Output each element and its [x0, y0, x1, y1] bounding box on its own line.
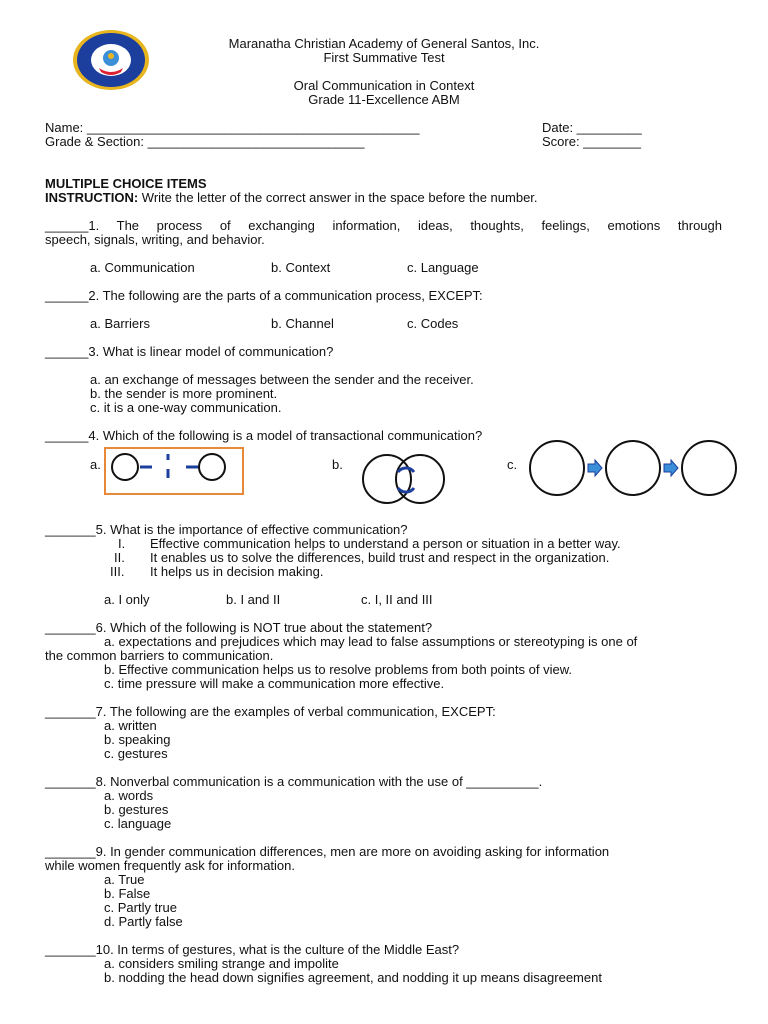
subject-title: Oral Communication in Context	[293, 78, 475, 93]
q10-option-b: b. nodding the head down signifies agreement, and nodding it up means disagreement	[104, 970, 602, 985]
q9-option-a: a. True	[104, 872, 145, 887]
name-field[interactable]: Name: ______________________________________________	[45, 120, 420, 135]
q2-stem: ______2. The following are the parts of a communication process, EXCEPT:	[45, 288, 483, 303]
q8-option-a: a. words	[104, 788, 154, 803]
q5-item-iii-num: III.	[110, 564, 125, 579]
q4-option-c-diagram	[527, 440, 741, 496]
q1-stem-line1: ______1. The process of exchanging information, ideas, thoughts, feelings, emotions through	[45, 218, 722, 233]
q2-option-c: c. Codes	[407, 316, 459, 331]
q3-stem: ______3. What is linear model of communication?	[45, 344, 334, 359]
q5-option-b: b. I and II	[226, 592, 281, 607]
grade-section-field[interactable]: Grade & Section: ______________________________	[45, 134, 365, 149]
q9-stem-line1: _______9. In gender communication differences, men are more on avoiding asking for information	[45, 844, 610, 859]
q1-stem-line2: speech, signals, writing, and behavior.	[45, 232, 265, 247]
q4-option-b-label: b.	[332, 457, 343, 472]
q5-item-ii-num: II.	[114, 550, 125, 565]
q7-option-a: a. written	[104, 718, 157, 733]
q7-stem: _______7. The following are the examples of verbal communication, EXCEPT:	[45, 704, 496, 719]
q3-option-a: a. an exchange of messages between the sender and the receiver.	[90, 372, 474, 387]
q9-option-d: d. Partly false	[104, 914, 183, 929]
section-title: MULTIPLE CHOICE ITEMS	[45, 176, 207, 191]
q2-option-b: b. Channel	[271, 316, 334, 331]
q8-stem: _______8. Nonverbal communication is a communication with the use of __________.	[45, 774, 543, 789]
q10-stem: _______10. In terms of gestures, what is the culture of the Middle East?	[45, 942, 460, 957]
q5-item-i: Effective communication helps to understand a person or situation in a better way.	[150, 536, 621, 551]
q7-option-b: b. speaking	[104, 732, 171, 747]
q4-option-a-diagram	[104, 447, 244, 495]
q4-option-b-diagram	[354, 454, 464, 504]
score-field[interactable]: Score: ________	[542, 134, 642, 149]
q5-item-ii: It enables us to solve the differences, build trust and respect in the organization.	[150, 550, 610, 565]
q5-option-c: c. I, II and III	[361, 592, 433, 607]
q3-option-c: c. it is a one-way communication.	[90, 400, 282, 415]
q9-option-c: c. Partly true	[104, 900, 177, 915]
q5-item-i-num: I.	[118, 536, 126, 551]
q1-option-a: a. Communication	[90, 260, 195, 275]
q4-option-a-label: a.	[90, 457, 101, 472]
test-title: First Summative Test	[323, 50, 445, 65]
q4-stem: ______4. Which of the following is a model of transactional communication?	[45, 428, 483, 443]
instruction	[45, 191, 538, 205]
q1-option-c: c. Language	[407, 260, 479, 275]
date-field[interactable]: Date: _________	[542, 120, 642, 135]
grade-title: Grade 11-Excellence ABM	[308, 92, 460, 107]
q10-option-a: a. considers smiling strange and impolite	[104, 956, 339, 971]
q2-option-a: a. Barriers	[90, 316, 150, 331]
q7-option-c: c. gestures	[104, 746, 168, 761]
q9-stem-line2: while women frequently ask for information.	[45, 858, 296, 873]
q8-option-b: b. gestures	[104, 802, 169, 817]
school-name: Maranatha Christian Academy of General Santos, Inc.	[228, 36, 540, 51]
q6-stem: _______6. Which of the following is NOT true about the statement?	[45, 620, 433, 635]
q8-option-c: c. language	[104, 816, 172, 831]
q5-option-a: a. I only	[104, 592, 150, 607]
q9-option-b: b. False	[104, 886, 151, 901]
q1-option-b: b. Context	[271, 260, 331, 275]
q4-option-c-label: c.	[507, 457, 518, 472]
q6-option-a-line2: the common barriers to communication.	[45, 648, 274, 663]
q6-option-c: c. time pressure will make a communication more effective.	[104, 676, 445, 691]
q6-option-b: b. Effective communication helps us to resolve problems from both points of view.	[104, 662, 572, 677]
q6-option-a-line1: a. expectations and prejudices which may lead to false assumptions or stereotyping is one of	[104, 634, 638, 649]
q5-stem: _______5. What is the importance of effective communication?	[45, 522, 408, 537]
instruction-text: Write the letter of the correct answer in the space before the number.	[138, 190, 538, 205]
q5-item-iii: It helps us in decision making.	[150, 564, 324, 579]
q3-option-b: b. the sender is more prominent.	[90, 386, 278, 401]
instruction-label: INSTRUCTION:	[45, 190, 139, 205]
